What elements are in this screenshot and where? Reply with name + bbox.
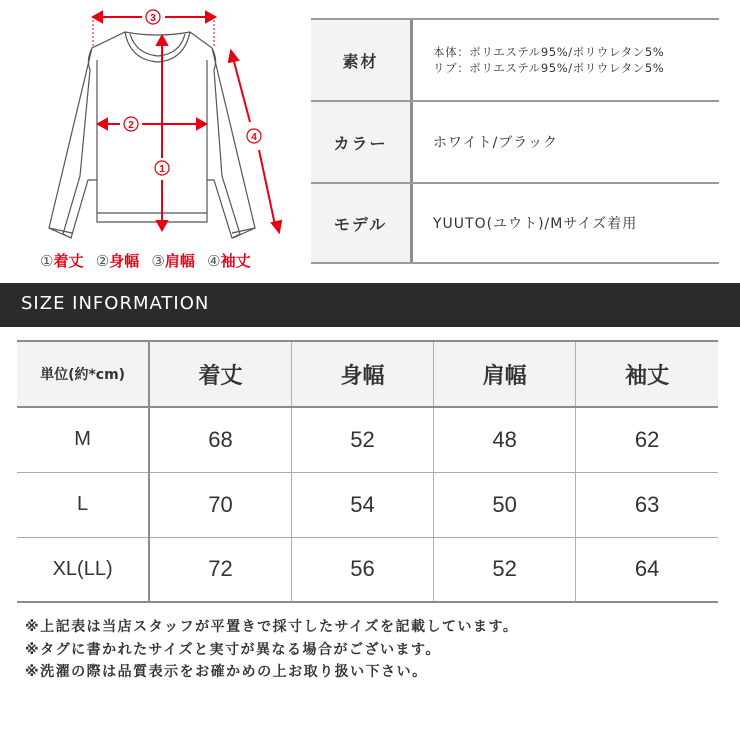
table-row: [17, 407, 718, 472]
size-label: L: [17, 472, 149, 537]
unit-header: 単位(約*cm): [17, 341, 149, 407]
column-header-body-width: 身幅: [291, 341, 433, 407]
size-label: M: [17, 407, 149, 472]
cell-body-width: 56: [291, 537, 433, 602]
column-header-sleeve-length: 袖丈: [576, 341, 718, 407]
garment-diagram: [0, 0, 300, 280]
material-body: 本体：ポリエステル95%/ポリウレタン5%: [433, 45, 665, 59]
cell-sleeve-length: 64: [576, 537, 718, 602]
svg-text:4: 4: [251, 132, 257, 143]
column-header-length: 着丈: [149, 341, 291, 407]
measurement-legend: [40, 250, 280, 272]
cell-length: 72: [149, 537, 291, 602]
product-spec-table: [311, 18, 719, 264]
svg-text:2: 2: [128, 120, 134, 131]
size-information-header: [0, 283, 740, 327]
size-label: XL(LL): [17, 537, 149, 602]
model-value: YUUTO(ユウト)/Mサイズ着用: [433, 216, 638, 232]
spec-label: カラー: [311, 102, 413, 182]
spec-label: モデル: [311, 184, 413, 262]
note-washing: ※洗濯の際は品質表示をお確かめの上お取り扱い下さい。: [25, 664, 428, 680]
size-notes: [25, 616, 518, 684]
cell-shoulder-width: 48: [434, 407, 576, 472]
legend-item-body-width: ②身幅: [95, 252, 140, 270]
svg-text:1: 1: [159, 164, 165, 175]
material-rib: リブ：ポリエステル95%/ポリウレタン5%: [433, 61, 665, 75]
note-measurement: ※上記表は当店スタッフが平置きで採寸したサイズを記載しています。: [25, 619, 519, 635]
svg-text:3: 3: [150, 13, 156, 24]
spec-row-model: [311, 182, 719, 264]
sweatshirt-illustration: [0, 0, 300, 250]
note-tag-difference: ※タグに書かれたサイズと実寸が異なる場合がございます。: [25, 641, 441, 658]
spec-row-material: [311, 18, 719, 100]
cell-body-width: 54: [291, 472, 433, 537]
legend-item-length: ①着丈: [40, 252, 84, 270]
spec-row-color: [311, 100, 719, 182]
cell-sleeve-length: 63: [576, 472, 718, 537]
spec-value: [413, 184, 719, 262]
spec-value: [413, 20, 719, 100]
color-value: ホワイト/ブラック: [433, 135, 559, 151]
cell-sleeve-length: 62: [576, 407, 718, 472]
cell-length: 68: [149, 407, 291, 472]
table-row: [17, 472, 718, 537]
section-title: SIZE INFORMATION: [21, 293, 210, 314]
cell-length: 70: [149, 472, 291, 537]
spec-label: 素材: [311, 20, 413, 100]
cell-body-width: 52: [291, 407, 433, 472]
table-row: [17, 537, 718, 602]
spec-value: [413, 102, 719, 182]
legend-item-shoulder-width: ③肩幅: [151, 252, 195, 270]
size-table-header-row: [17, 341, 718, 407]
size-table: [17, 340, 718, 603]
cell-shoulder-width: 50: [434, 472, 576, 537]
column-header-shoulder-width: 肩幅: [434, 341, 576, 407]
legend-item-sleeve-length: ④袖丈: [207, 252, 251, 270]
cell-shoulder-width: 52: [434, 537, 576, 602]
